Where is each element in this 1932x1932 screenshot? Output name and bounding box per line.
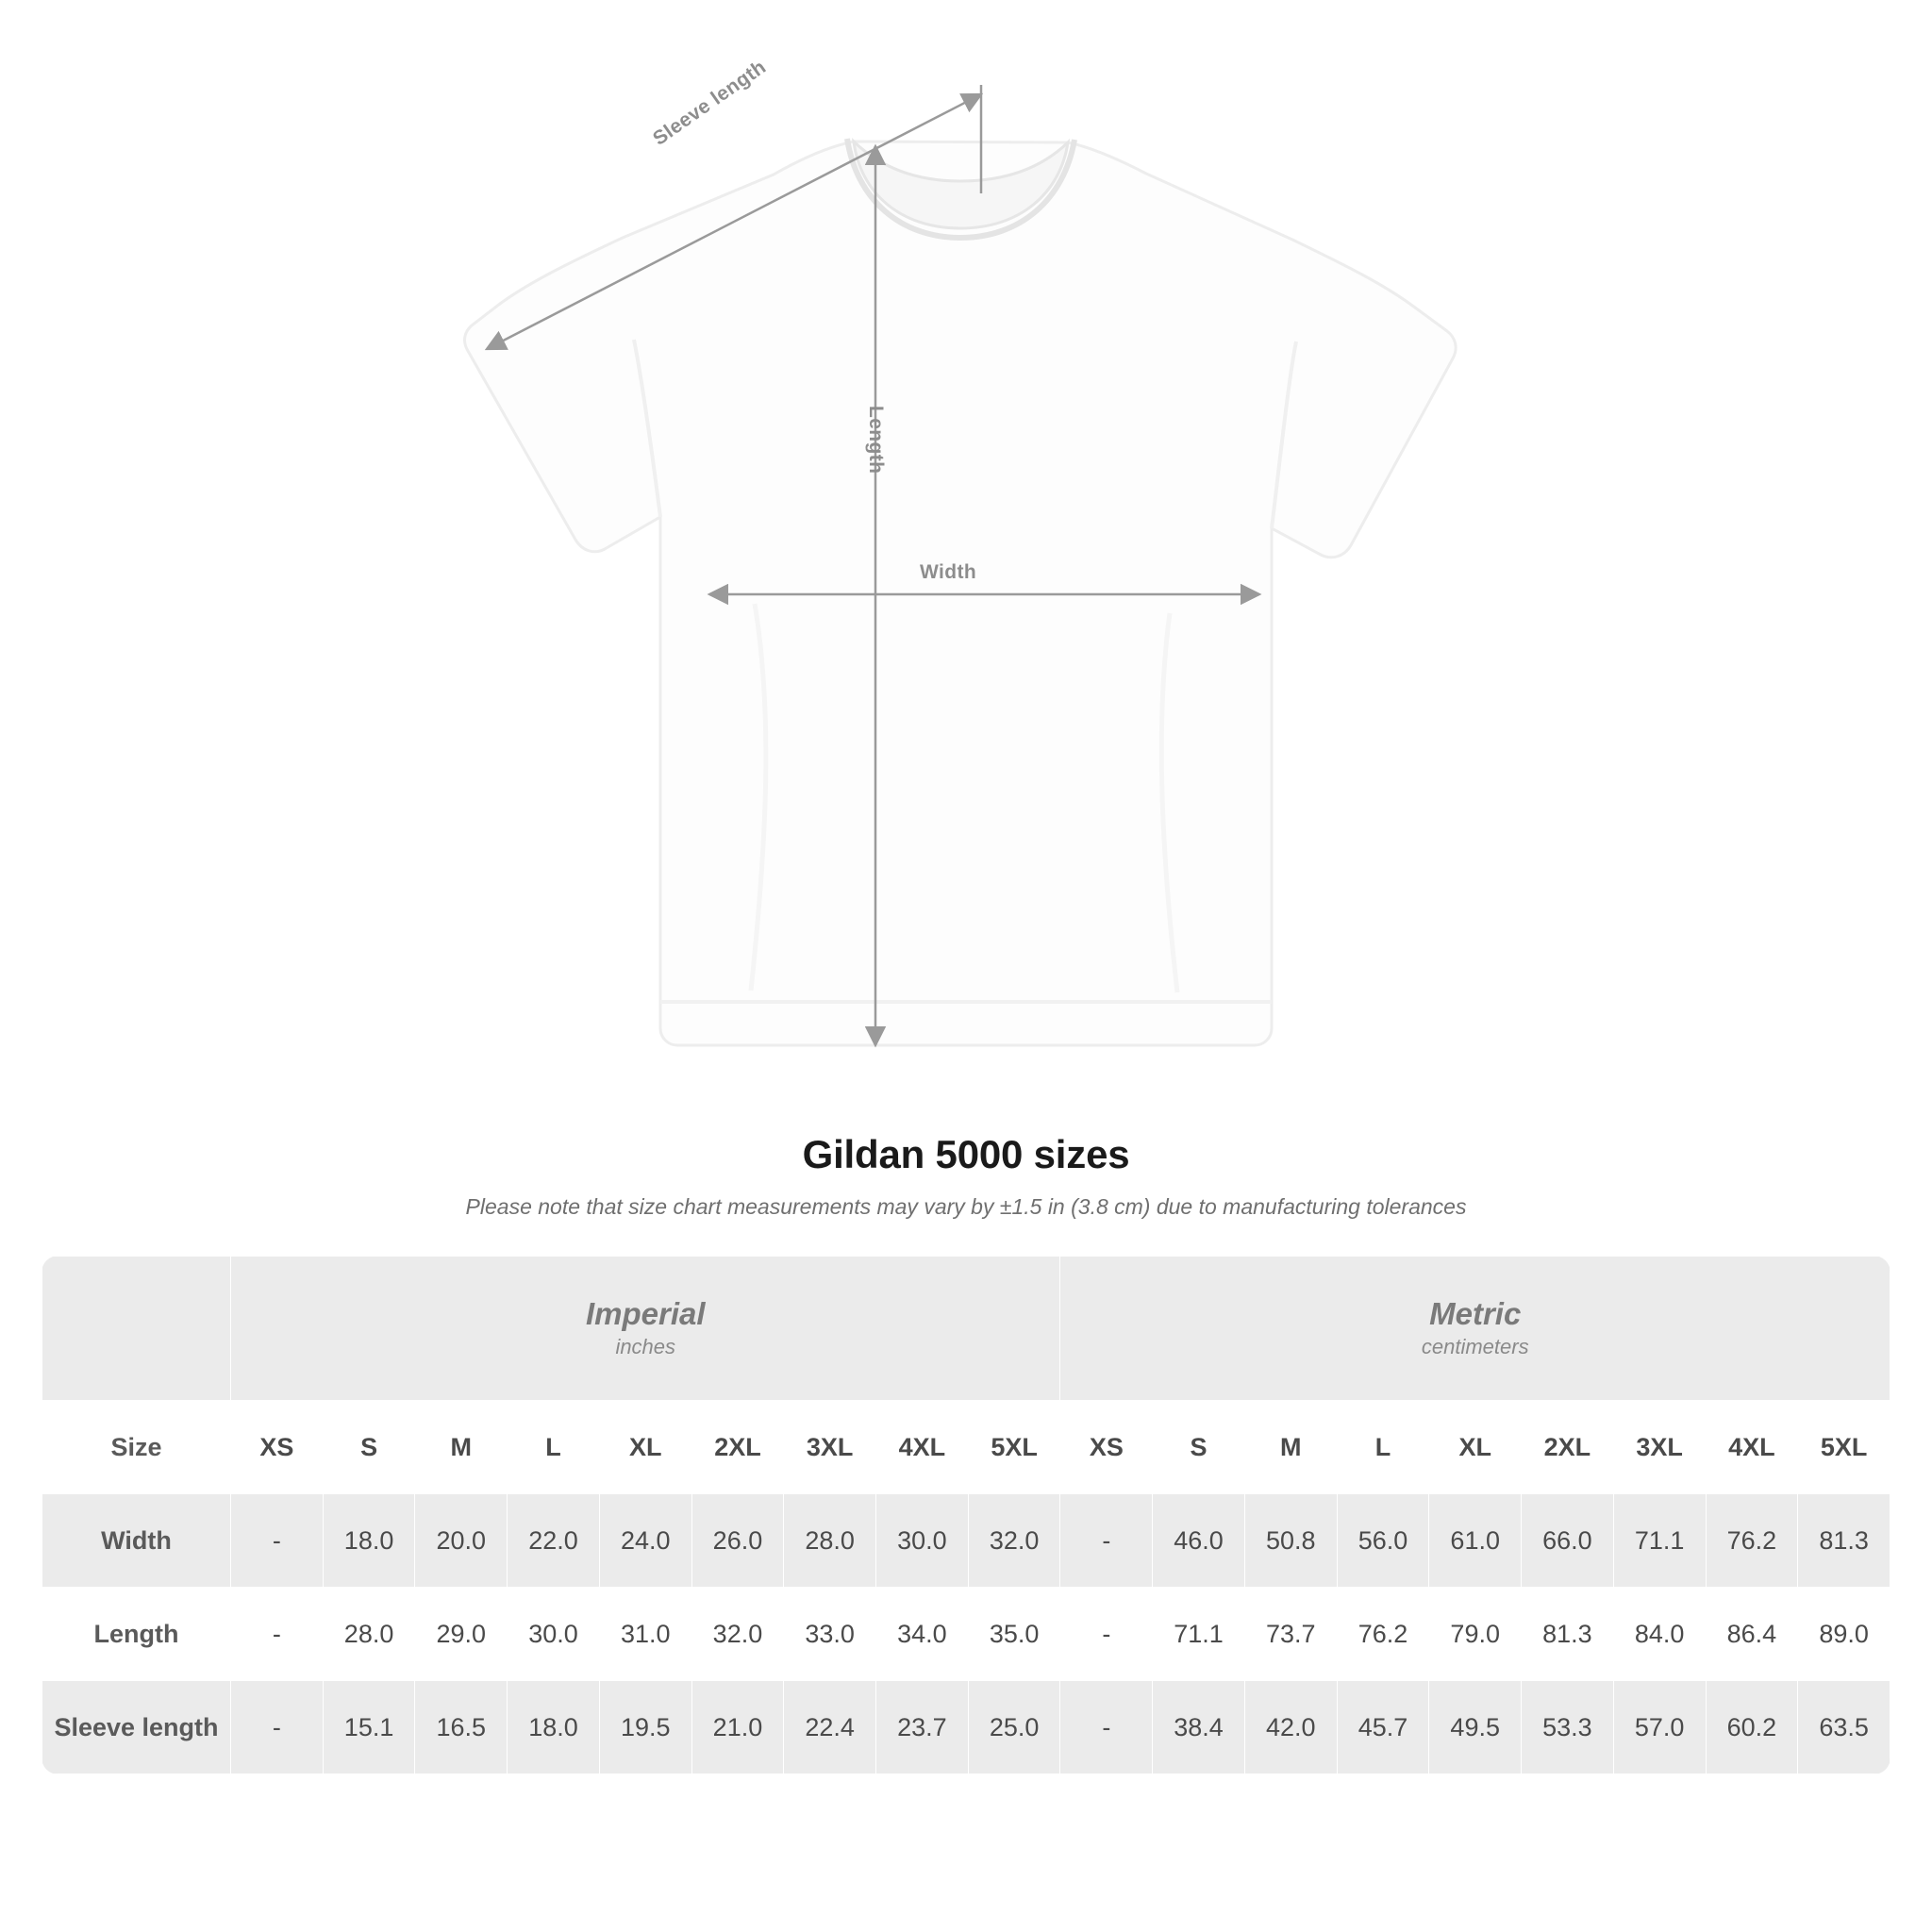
unit-name-metric: Metric — [1429, 1295, 1522, 1331]
cell-sleeve-met-3: 45.7 — [1337, 1681, 1429, 1774]
cell-length-imp-1: 28.0 — [323, 1588, 415, 1681]
cell-width-met-2: 50.8 — [1244, 1494, 1337, 1588]
cell-sleeve-imp-8: 25.0 — [968, 1681, 1060, 1774]
cell-length-met-7: 86.4 — [1706, 1588, 1798, 1681]
cell-width-imp-5: 26.0 — [691, 1494, 784, 1588]
cell-length-imp-7: 34.0 — [876, 1588, 969, 1681]
row-label-length: Length — [42, 1588, 231, 1681]
table-row — [42, 1681, 1890, 1774]
cell-sleeve-met-7: 60.2 — [1706, 1681, 1798, 1774]
cell-width-met-5: 66.0 — [1522, 1494, 1614, 1588]
size-header-imp-1: S — [323, 1401, 415, 1494]
page-title: Gildan 5000 sizes — [802, 1132, 1130, 1176]
row-label-width: Width — [42, 1494, 231, 1588]
size-header-imp-5: 2XL — [691, 1401, 784, 1494]
size-header-imp-3: L — [508, 1401, 600, 1494]
cell-length-met-8: 89.0 — [1798, 1588, 1890, 1681]
title-block — [0, 1132, 1932, 1220]
cell-sleeve-imp-3: 18.0 — [508, 1681, 600, 1774]
tshirt-shape — [465, 139, 1457, 1045]
size-header-imp-0: XS — [231, 1401, 324, 1494]
cell-sleeve-met-6: 57.0 — [1613, 1681, 1706, 1774]
cell-sleeve-imp-5: 21.0 — [691, 1681, 784, 1774]
cell-length-imp-2: 29.0 — [415, 1588, 508, 1681]
cell-width-imp-3: 22.0 — [508, 1494, 600, 1588]
cell-width-met-1: 46.0 — [1153, 1494, 1245, 1588]
cell-width-imp-8: 32.0 — [968, 1494, 1060, 1588]
unit-sub-metric: centimeters — [1421, 1335, 1529, 1359]
cell-width-imp-0: - — [231, 1494, 324, 1588]
tolerance-note: Please note that size chart measurements may vary by ±1.5 in (3.8 cm) due to manufacturing tolerances — [465, 1194, 1467, 1219]
cell-length-imp-6: 33.0 — [784, 1588, 876, 1681]
cell-sleeve-imp-0: - — [231, 1681, 324, 1774]
cell-width-imp-6: 28.0 — [784, 1494, 876, 1588]
size-header-met-4: XL — [1429, 1401, 1522, 1494]
cell-sleeve-met-0: - — [1060, 1681, 1153, 1774]
cell-length-met-4: 79.0 — [1429, 1588, 1522, 1681]
cell-length-met-1: 71.1 — [1153, 1588, 1245, 1681]
size-header-imp-4: XL — [599, 1401, 691, 1494]
cell-sleeve-met-2: 42.0 — [1244, 1681, 1337, 1774]
cell-sleeve-imp-2: 16.5 — [415, 1681, 508, 1774]
size-header-met-8: 5XL — [1798, 1401, 1890, 1494]
cell-length-imp-5: 32.0 — [691, 1588, 784, 1681]
sleeve-length-label: Sleeve length — [649, 56, 771, 150]
cell-width-imp-1: 18.0 — [323, 1494, 415, 1588]
cell-length-met-2: 73.7 — [1244, 1588, 1337, 1681]
cell-sleeve-met-8: 63.5 — [1798, 1681, 1890, 1774]
cell-width-met-8: 81.3 — [1798, 1494, 1890, 1588]
cell-sleeve-met-5: 53.3 — [1522, 1681, 1614, 1774]
cell-width-met-3: 56.0 — [1337, 1494, 1429, 1588]
size-header-met-5: 2XL — [1522, 1401, 1614, 1494]
table-corner-cell — [42, 1257, 231, 1401]
size-header-met-6: 3XL — [1613, 1401, 1706, 1494]
cell-length-imp-3: 30.0 — [508, 1588, 600, 1681]
size-header-met-1: S — [1153, 1401, 1245, 1494]
size-header-met-2: M — [1244, 1401, 1337, 1494]
size-header-met-0: XS — [1060, 1401, 1153, 1494]
cell-width-met-7: 76.2 — [1706, 1494, 1798, 1588]
row-label-sleeve-length: Sleeve length — [42, 1681, 231, 1774]
cell-sleeve-met-4: 49.5 — [1429, 1681, 1522, 1774]
length-label: Length — [865, 406, 887, 475]
size-header-label: Size — [42, 1401, 231, 1494]
cell-sleeve-imp-1: 15.1 — [323, 1681, 415, 1774]
cell-length-imp-8: 35.0 — [968, 1588, 1060, 1681]
size-header-imp-7: 4XL — [876, 1401, 969, 1494]
cell-sleeve-imp-6: 22.4 — [784, 1681, 876, 1774]
cell-width-met-6: 71.1 — [1613, 1494, 1706, 1588]
table-row — [42, 1588, 1890, 1681]
cell-length-met-3: 76.2 — [1337, 1588, 1429, 1681]
unit-sub-imperial: inches — [615, 1335, 676, 1359]
cell-length-met-6: 84.0 — [1613, 1588, 1706, 1681]
cell-length-imp-0: - — [231, 1588, 324, 1681]
size-header-met-7: 4XL — [1706, 1401, 1798, 1494]
cell-length-imp-4: 31.0 — [599, 1588, 691, 1681]
cell-length-met-5: 81.3 — [1522, 1588, 1614, 1681]
unit-name-imperial: Imperial — [585, 1295, 706, 1331]
cell-sleeve-met-1: 38.4 — [1153, 1681, 1245, 1774]
unit-header-row — [42, 1257, 1890, 1401]
cell-width-imp-4: 24.0 — [599, 1494, 691, 1588]
size-header-imp-6: 3XL — [784, 1401, 876, 1494]
cell-width-imp-2: 20.0 — [415, 1494, 508, 1588]
cell-width-met-4: 61.0 — [1429, 1494, 1522, 1588]
size-header-met-3: L — [1337, 1401, 1429, 1494]
cell-width-imp-7: 30.0 — [876, 1494, 969, 1588]
cell-sleeve-imp-7: 23.7 — [876, 1681, 969, 1774]
width-label: Width — [920, 561, 977, 583]
table-row — [42, 1494, 1890, 1588]
cell-width-met-0: - — [1060, 1494, 1153, 1588]
size-header-row — [42, 1401, 1890, 1494]
cell-sleeve-imp-4: 19.5 — [599, 1681, 691, 1774]
size-header-imp-8: 5XL — [968, 1401, 1060, 1494]
size-table — [42, 1256, 1890, 1774]
size-header-imp-2: M — [415, 1401, 508, 1494]
unit-header-imperial — [231, 1257, 1060, 1401]
cell-length-met-0: - — [1060, 1588, 1153, 1681]
size-table-wrapper — [42, 1256, 1890, 1774]
unit-header-metric — [1060, 1257, 1890, 1401]
